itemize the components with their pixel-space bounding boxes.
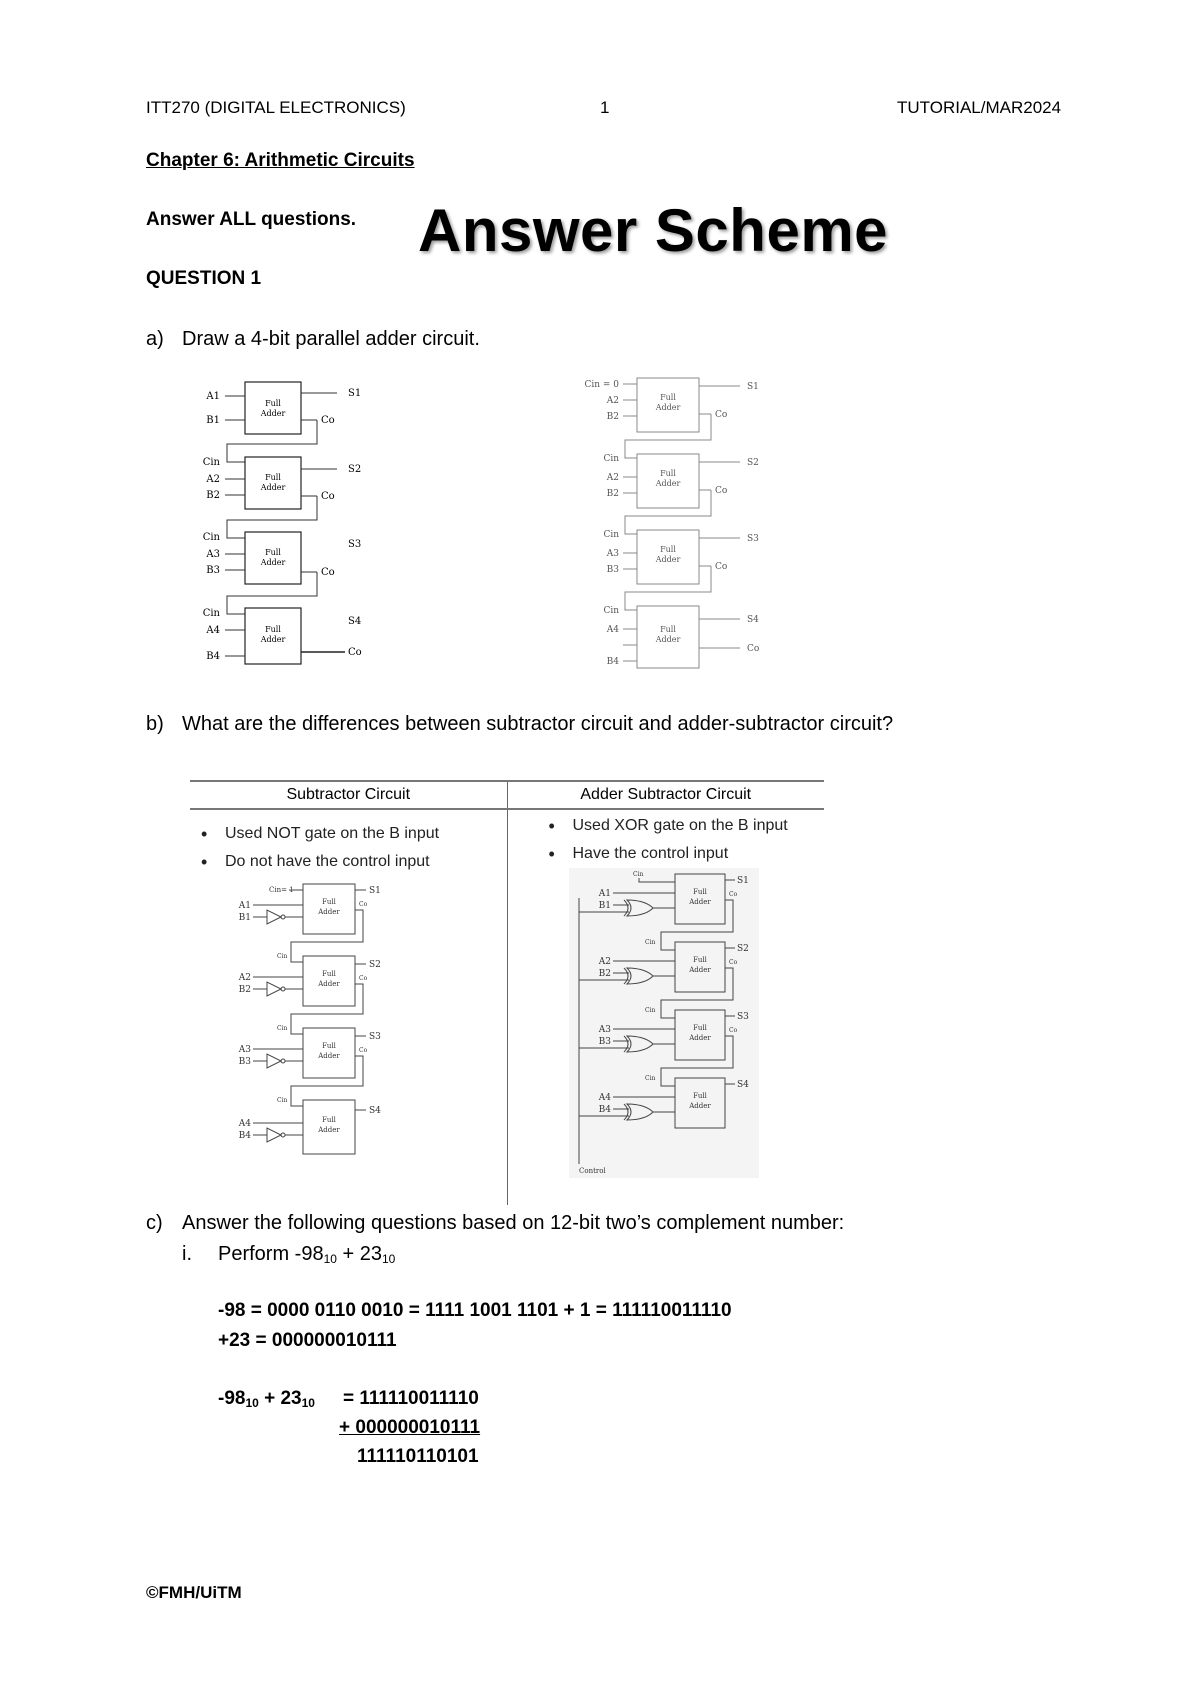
block-label: Adder [655,403,681,412]
block-label: Full [692,1092,707,1100]
sum-operand-1: = 111110011110 [343,1388,479,1409]
block-label: Adder [688,898,711,906]
carry-in-label: Cin [632,871,643,878]
comparison-table [190,780,824,1205]
list-item: • Do not have the control input [191,848,506,876]
adder-right-stage-1 [584,378,758,458]
carry-in-label: Cin [603,530,619,540]
subtractor-diagram [231,880,431,1180]
sum-label: S3 [348,539,362,550]
sum-label: S4 [348,616,362,627]
carry-in-label: Cin [277,1097,288,1104]
sum-label: S2 [348,464,362,475]
input-b-label: B1 [238,913,251,923]
carry-out-label: Co [321,415,335,426]
parallel-adder-diagram-left [202,372,385,672]
input-b-label: B2 [606,412,619,422]
sum-operand-b: + 23 [258,1388,302,1409]
header-course: ITT270 (DIGITAL ELECTRONICS) [146,98,406,117]
subtractor-cell [190,809,507,1205]
not-gate-icon [267,1054,281,1068]
block-label: Full [692,888,707,896]
block-label: Adder [318,1052,340,1060]
block-label: Full [322,970,336,978]
question-b [146,713,1046,739]
carry-out-label: Co [359,1047,368,1054]
input-b-label: B4 [606,657,619,667]
block-label: Full [265,399,281,408]
sum-label: S2 [747,458,759,468]
block-label: Full [322,898,336,906]
base-subscript: 10 [301,1396,315,1410]
carry-in-label: Cin [277,953,288,960]
question-c-label: c) [146,1212,163,1234]
carry-in-label: Cin [202,608,220,619]
block-label: Full [265,473,281,482]
input-b-label: B3 [598,1037,611,1047]
sum-label: S2 [369,960,381,970]
adder-left-stage-4 [203,608,362,664]
carry-out-label: Co [747,644,760,654]
sum-label: S4 [747,615,759,625]
input-a-label: A4 [598,1093,611,1103]
sum-operand-a: -98 [218,1388,246,1409]
carry-out-label: Co [728,1027,737,1034]
subtractor-stage-2 [238,953,381,1034]
sum-label: S1 [369,886,381,896]
subtractor-stage-3 [238,1025,381,1106]
question-c-i-text [218,1243,395,1266]
input-a-label: A3 [206,549,220,560]
block-label: Adder [260,409,286,418]
carry-in-label: Cin [202,532,220,543]
input-a-label: A3 [606,549,619,559]
question-c [146,1212,1046,1238]
carry-in-label: Cin [644,1007,655,1014]
block-label: Adder [318,1126,340,1134]
input-a-label: A4 [206,625,220,636]
adder-subtractor-points [539,812,824,868]
carry-out-label: Co [359,975,368,982]
instruction-text: Answer ALL questions. [146,209,357,230]
block-label: Full [692,956,707,964]
block-label: Full [692,1024,707,1032]
adder-left-stage-3 [203,532,362,614]
question-b-label: b) [146,713,164,735]
sum-label: S1 [348,388,362,399]
block-label: Full [265,548,281,557]
parallel-adder-diagram-right [575,372,775,677]
question-a-label: a) [146,328,164,350]
block-label: Adder [688,1034,711,1042]
table-header-adder-subtractor: Adder Subtractor Circuit [507,781,824,809]
not-gate-icon [267,982,281,996]
block-label: Adder [260,635,286,644]
carry-in-label: Cin = 0 [584,380,619,390]
input-a-label: A2 [238,973,251,983]
carry-out-label: Co [321,491,335,502]
carry-in-label: Cin [202,457,220,468]
question-c-text: Answer the following questions based on 12-bit two’s complement number: [182,1212,845,1234]
carry-in-label: Cin= 1 [269,886,294,894]
header-page-number: 1 [600,98,610,117]
input-a-label: A1 [238,901,251,911]
block-label: Adder [318,908,340,916]
base-subscript: 10 [323,1252,337,1266]
carry-in-label: Cin [603,606,619,616]
sum-label: S3 [747,534,759,544]
adder-subtractor-diagram [569,868,759,1178]
input-b-label: B3 [606,565,619,575]
carry-out-label: Co [321,567,335,578]
adder-left-stage-2 [203,457,362,538]
input-a-label: A2 [598,957,611,967]
carry-in-label: Cin [277,1025,288,1032]
input-b-label: B1 [206,415,220,426]
subtractor-stage-1 [238,884,381,962]
block-label: Full [322,1042,336,1050]
carry-in-label: Cin [644,1075,655,1082]
block-label: Adder [260,483,286,492]
carry-out-label: Co [715,562,728,572]
input-b-label: B2 [598,969,611,979]
block-label: Adder [318,980,340,988]
input-a-label: A2 [606,396,619,406]
input-b-label: B1 [598,901,611,911]
carry-in-label: Cin [603,454,619,464]
input-a-label: A1 [206,391,220,402]
sum-label: S1 [747,382,759,392]
block-label: Full [660,545,676,554]
header-term: TUTORIAL/MAR2024 [897,98,1062,117]
input-b-label: B4 [206,651,220,662]
subtractor-stage-4 [238,1097,381,1154]
carry-out-label: Co [715,410,728,420]
sum-expression [218,1388,315,1410]
block-label: Adder [688,1102,711,1110]
not-gate-icon [267,1128,281,1142]
adder-right-stage-3 [603,530,759,610]
list-item: • Used NOT gate on the B input [191,820,506,848]
carry-out-label: Co [728,891,737,898]
input-a-label: A2 [606,473,619,483]
conversion-line-2: +23 = 000000010111 [218,1330,397,1351]
carry-out-label: Co [348,647,362,658]
block-label: Full [265,625,281,634]
input-b-label: B2 [238,985,251,995]
sum-result: 111110110101 [357,1446,479,1467]
sum-label: S1 [736,876,749,886]
adder-right-stage-2 [603,454,758,534]
answer-scheme-title: Answer Scheme [418,197,889,264]
question-a-text: Draw a 4-bit parallel adder circuit. [182,328,480,350]
footer-copyright: ©FMH/UiTM [146,1583,242,1602]
sum-label: S4 [736,1080,749,1090]
block-label: Adder [655,479,681,488]
input-a-label: A2 [206,474,220,485]
input-b-label: B3 [238,1057,251,1067]
subtractor-points [191,820,506,876]
base-subscript: 10 [245,1396,259,1410]
control-label: Control [578,1167,606,1175]
list-item: • Have the control input [539,840,824,868]
question-c-i [182,1243,582,1269]
perform-prefix: Perform -98 [218,1243,324,1265]
sum-label: S3 [369,1032,381,1042]
sum-operand-2: + 000000010111 [339,1417,481,1438]
carry-out-label: Co [728,959,737,966]
conversion-line-1: -98 = 0000 0110 0010 = 1111 1001 1101 + 1 = 111110011110 [218,1300,732,1321]
adder-right-stage-4 [603,606,759,668]
sum-label: S2 [736,944,749,954]
question-heading: QUESTION 1 [146,268,262,289]
base-subscript: 10 [382,1252,396,1266]
input-b-label: B4 [238,1131,251,1141]
table-header-subtractor: Subtractor Circuit [190,781,507,809]
block-label: Full [322,1116,336,1124]
block-label: Adder [655,555,681,564]
chapter-title: Chapter 6: Arithmetic Circuits [146,150,415,171]
input-b-label: B2 [206,490,220,501]
sum-label: S4 [369,1106,381,1116]
input-a-label: A3 [598,1025,611,1035]
question-b-text: What are the differences between subtractor circuit and adder-subtractor circuit? [182,713,894,735]
question-a [146,328,846,354]
question-c-i-label: i. [182,1243,192,1265]
block-label: Full [660,393,676,402]
input-a-label: A4 [238,1119,251,1129]
perform-mid: + 23 [336,1243,382,1265]
block-label: Adder [260,558,286,567]
input-b-label: B4 [598,1105,611,1115]
list-item: • Used XOR gate on the B input [539,812,824,840]
input-b-label: B3 [206,565,220,576]
block-label: Full [660,469,676,478]
input-a-label: A1 [598,889,611,899]
input-a-label: A3 [238,1045,251,1055]
carry-out-label: Co [715,486,728,496]
sum-label: S3 [736,1012,749,1022]
carry-out-label: Co [359,901,368,908]
block-label: Adder [688,966,711,974]
block-label: Adder [655,635,681,644]
adder-subtractor-cell [507,809,824,1205]
block-label: Full [660,625,676,634]
carry-in-label: Cin [644,939,655,946]
input-a-label: A4 [606,625,619,635]
input-b-label: B2 [606,489,619,499]
adder-left-stage-1 [205,382,361,462]
not-gate-icon [267,910,281,924]
